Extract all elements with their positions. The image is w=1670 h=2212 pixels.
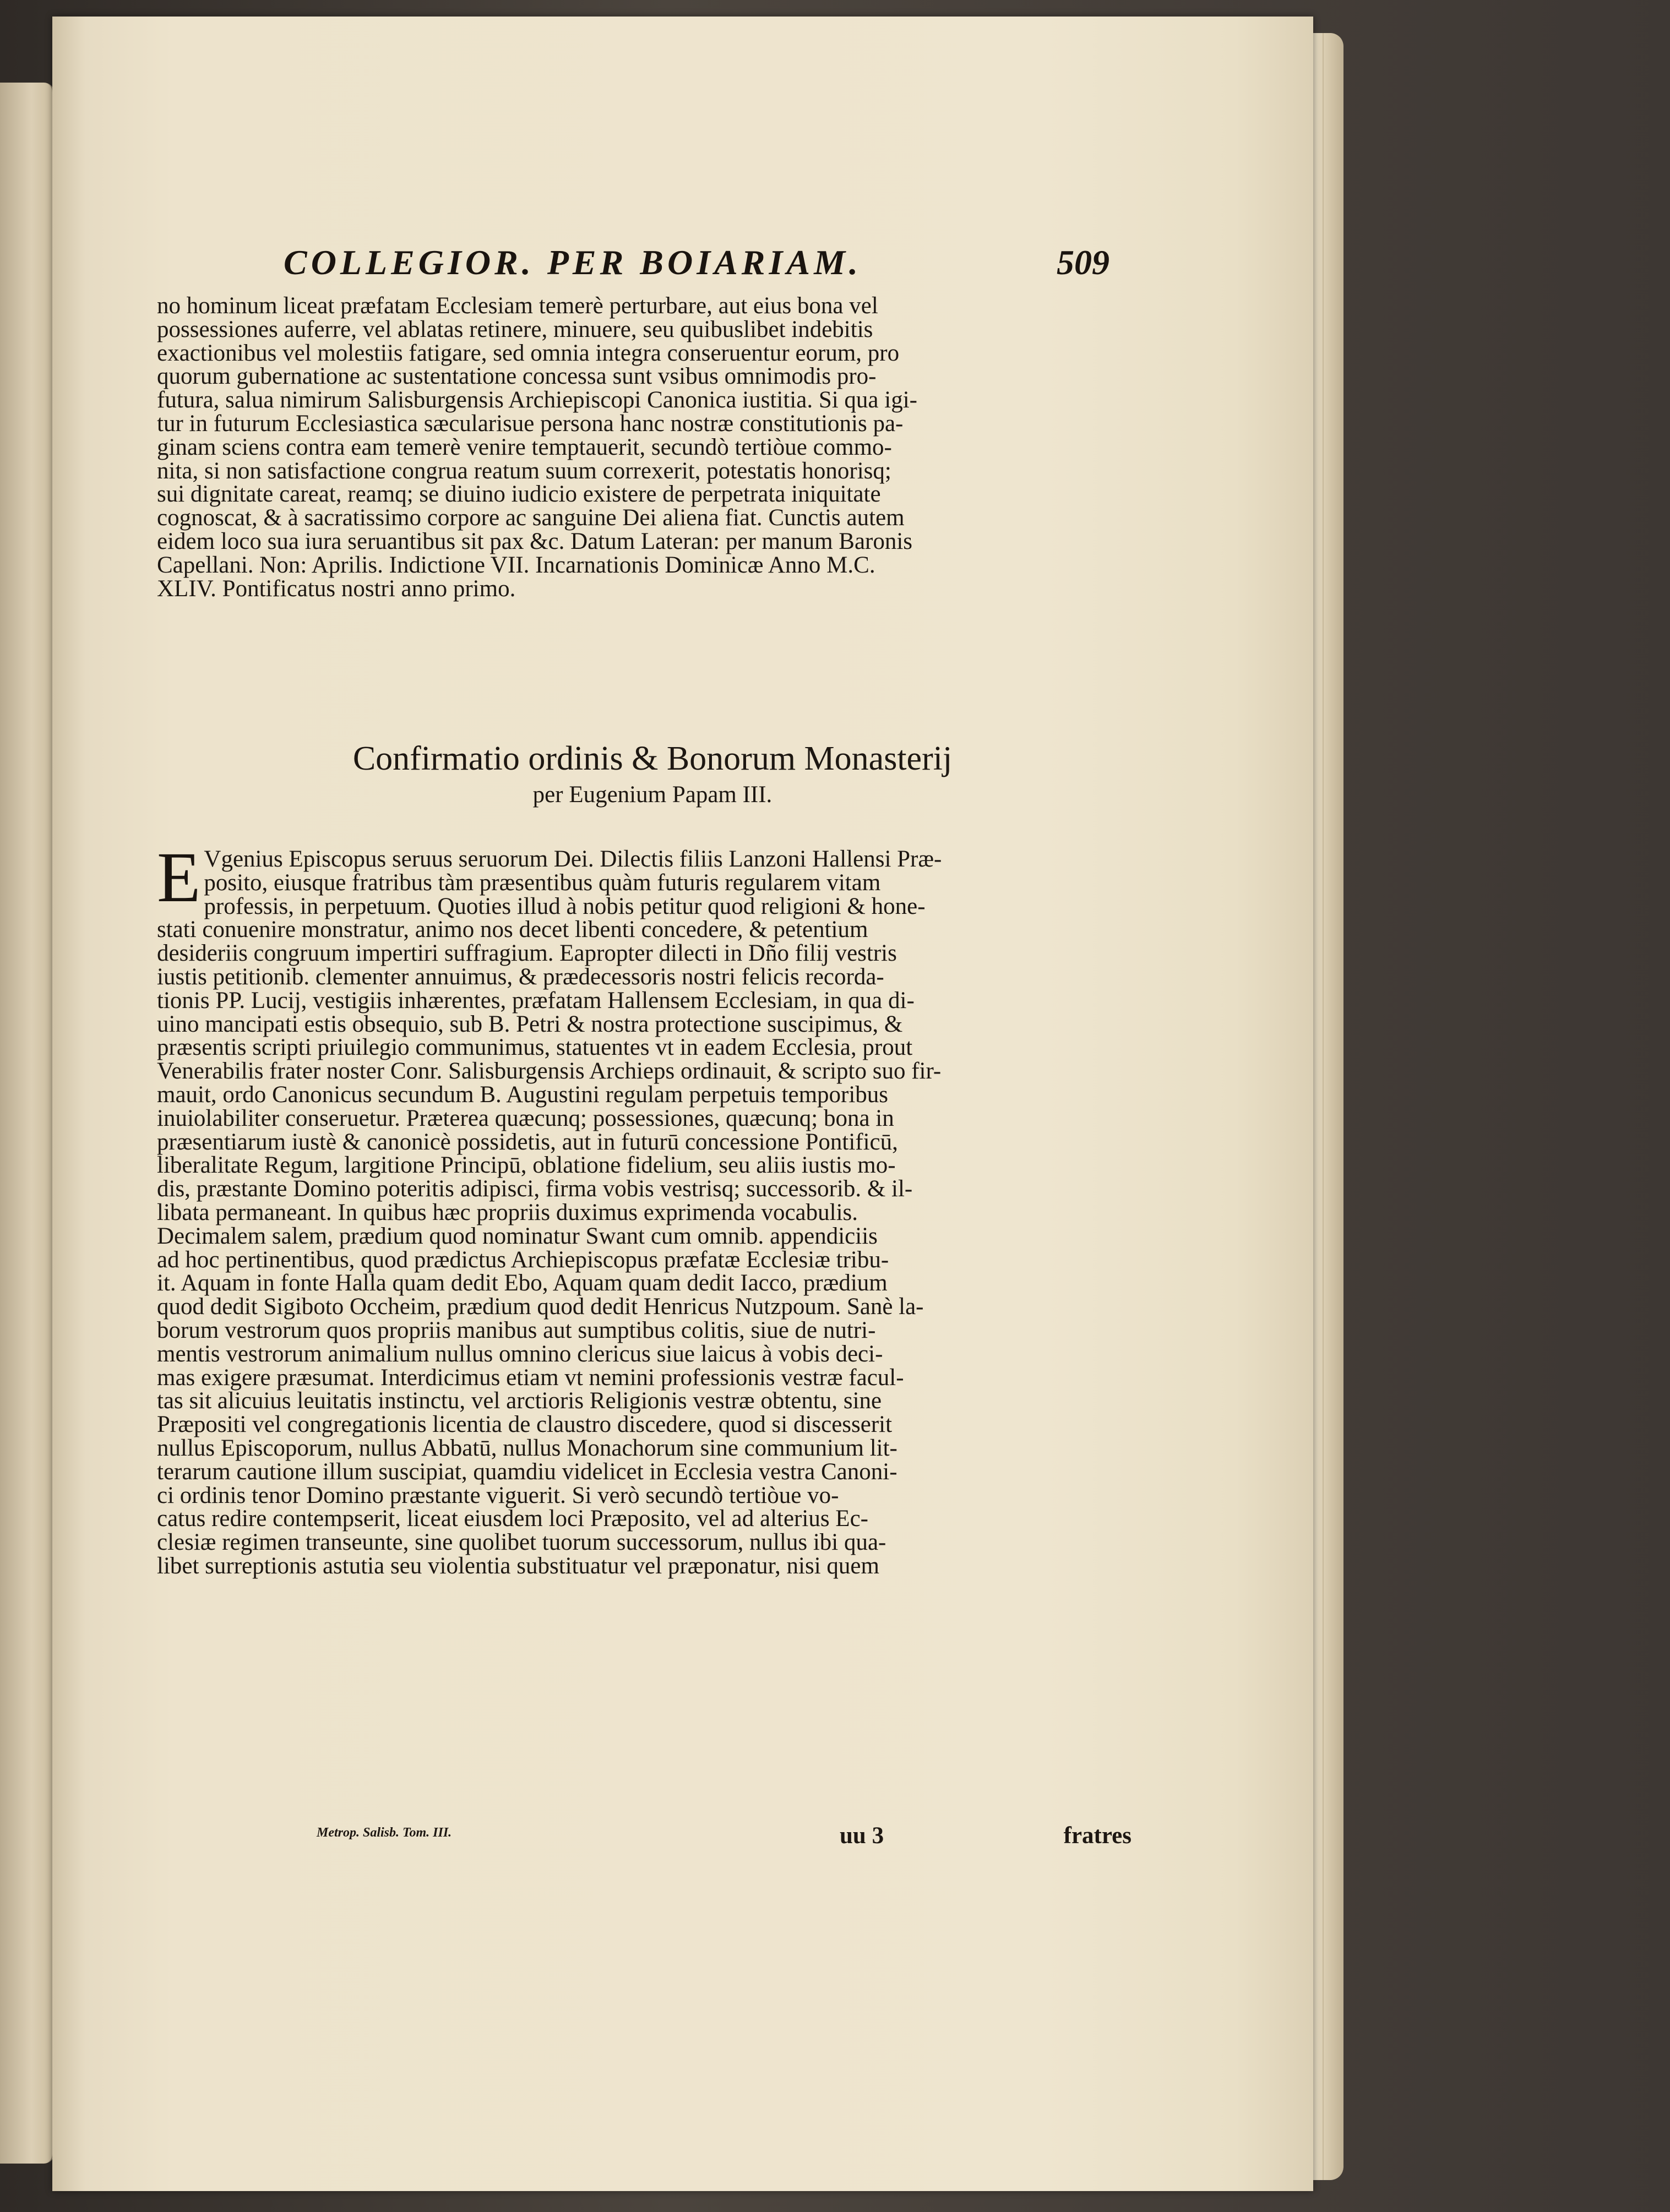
text-line: cognoscat, & à sacratissimo corpore ac sanguine Dei aliena fiat. Cunctis autem	[157, 505, 905, 531]
text-line: quorum gubernatione ac sustentatione concessa sunt vsibus omnimodis pro-	[157, 363, 877, 390]
text-line: præsentiarum iustè & canonicè possidetis, aut in futurū concessione Pontificū,	[157, 1129, 898, 1155]
running-head-title: COLLEGIOR. PER BOIARIAM.	[284, 243, 862, 282]
text-line: tur in futurum Ecclesiastica sæcularisue persona hanc nostræ constitutionis pa-	[157, 410, 904, 437]
text-line: desideriis congruum impertiri suffragium. Eapropter dilecti in Dño filij vestris	[157, 940, 897, 967]
catchword: fratres	[1063, 1823, 1132, 1849]
text-line: inuiolabiliter conseruetur. Præterea quæcunq; possessiones, quæcunq; bona in	[157, 1105, 894, 1131]
text-line: terarum cautione illum suscipiat, quamdiu videlicet in Ecclesia vestra Canoni-	[157, 1458, 897, 1485]
text-line: posito, eiusque fratribus tàm præsentibus quàm futuris regularem vitam	[204, 869, 881, 896]
text-line: libata permaneant. In quibus hæc propriis duximus exprimenda vocabulis.	[157, 1199, 858, 1225]
text-line: mas exigere præsumat. Interdicimus etiam vt nemini professionis vestræ facul-	[157, 1364, 904, 1391]
text-line: præsentis scripti priuilegio communimus, statuentes vt in eadem Ecclesia, prout	[157, 1034, 913, 1061]
text-line: tionis PP. Lucij, vestigiis inhærentes, præfatam Hallensem Ecclesiam, in qua di-	[157, 987, 915, 1014]
text-line: uino mancipati estis obsequio, sub B. Petri & nostra protectione suscipimus, &	[157, 1011, 903, 1037]
text-line: no hominum liceat præfatam Ecclesiam temerè perturbare, aut eius bona vel	[157, 293, 878, 319]
running-head	[284, 242, 1109, 292]
paragraph-continuation	[157, 295, 1132, 601]
text-line: eidem loco sua iura seruantibus sit pax &c. Datum Lateran: per manum Baronis	[157, 528, 913, 554]
book-page	[52, 17, 1313, 2191]
text-line: Capellani. Non: Aprilis. Indictione VII. Incarnationis Dominicæ Anno M.C.	[157, 552, 875, 578]
text-line: dis, præstante Domino poteritis adipisci, firma vobis vestrisq; successorib. & il-	[157, 1176, 913, 1202]
text-line: quod dedit Sigiboto Occheim, prædium quod dedit Henricus Nutzpoum. Sanè la-	[157, 1294, 924, 1320]
section-heading-subtitle: per Eugenium Papam III.	[532, 782, 773, 808]
text-line: sui dignitate careat, reamq; se diuino iudicio existere de perpetrata iniquitate	[157, 481, 881, 508]
signature-note: Metrop. Salisb. Tom. III.	[317, 1826, 452, 1840]
text-line: clesiæ regimen transeunte, sine quolibet tuorum successorum, nullus ibi qua-	[157, 1529, 886, 1556]
text-line: mentis vestrorum animalium nullus omnino clericus siue laicus à vobis deci-	[157, 1341, 883, 1367]
text-line: ginam sciens contra eam temerè venire temptauerit, secundò tertiòue commo-	[157, 434, 892, 460]
text-line: Vgenius Episcopus seruus seruorum Dei. Dilectis filiis Lanzoni Hallensi Præ-	[204, 846, 942, 872]
text-line: Decimalem salem, prædium quod nominatur Swant cum omnib. appendiciis	[157, 1223, 878, 1249]
text-line: professis, in perpetuum. Quoties illud à nobis petitur quod religioni & hone-	[204, 893, 926, 919]
text-line: tas sit alicuius leuitatis instinctu, vel arctioris Religionis vestræ obtentu, sine	[157, 1388, 882, 1414]
text-line: libet surreptionis astutia seu violentia substituatur vel præponatur, nisi quem	[157, 1552, 879, 1579]
text-line: mauit, ordo Canonicus secundum B. Augustini regulam perpetuis temporibus	[157, 1081, 889, 1108]
section-heading-title: Confirmatio ordinis & Bonorum Monasterij	[352, 740, 953, 777]
page-footer	[157, 1822, 1132, 1855]
text-line: XLIV. Pontificatus nostri anno primo.	[157, 575, 516, 602]
text-line: exactionibus vel molestiis fatigare, sed omnia integra conseruentur eorum, pro	[157, 340, 900, 366]
text-line: borum vestrorum quos propriis manibus aut sumptibus colitis, siue de nutri-	[157, 1317, 876, 1343]
text-line: catus redire contempserit, liceat eiusdem loci Præposito, vel ad alterius Ec-	[157, 1506, 868, 1532]
paragraph-bull	[157, 838, 1132, 1579]
signature-mark: uu 3	[840, 1823, 884, 1849]
text-line: it. Aquam in fonte Halla quam dedit Ebo, Aquam quam dedit Iacco, prædium	[157, 1270, 888, 1296]
text-line: Præpositi vel congregationis licentia de claustro discedere, quod si discesserit	[157, 1412, 893, 1438]
text-line: nullus Episcoporum, nullus Abbatū, nullus Monachorum sine communium lit-	[157, 1435, 897, 1461]
text-line: stati conuenire monstratur, animo nos decet libenti concedere, & petentium	[157, 917, 868, 943]
text-line: nita, si non satisfactione congrua reatum suum correxerit, potestatis honorisq;	[157, 457, 891, 484]
section-heading	[157, 738, 1132, 810]
text-line: ci ordinis tenor Domino præstante viguerit. Si verò secundò tertiòue vo-	[157, 1482, 839, 1508]
text-line: futura, salua nimirum Salisburgensis Archiepiscopi Canonica iustitia. Si qua igi-	[157, 387, 917, 413]
text-line: ad hoc pertinentibus, quod prædictus Archiepiscopus præfatæ Ecclesiæ tribu-	[157, 1246, 889, 1273]
left-page-edge	[0, 83, 54, 2164]
text-line: Venerabilis frater noster Conr. Salisburgensis Archieps ordinauit, & scripto suo fir-	[157, 1058, 942, 1085]
text-line: liberalitate Regum, largitione Principū, oblatione fidelium, seu aliis iustis mo-	[157, 1152, 896, 1179]
text-line: iustis petitionib. clementer annuimus, & prædecessoris nostri felicis recorda-	[157, 963, 884, 990]
page-number: 509	[1057, 243, 1109, 282]
text-line: possessiones auferre, vel ablatas retinere, minuere, seu quibuslibet indebitis	[157, 316, 873, 342]
drop-cap: E	[157, 838, 201, 917]
